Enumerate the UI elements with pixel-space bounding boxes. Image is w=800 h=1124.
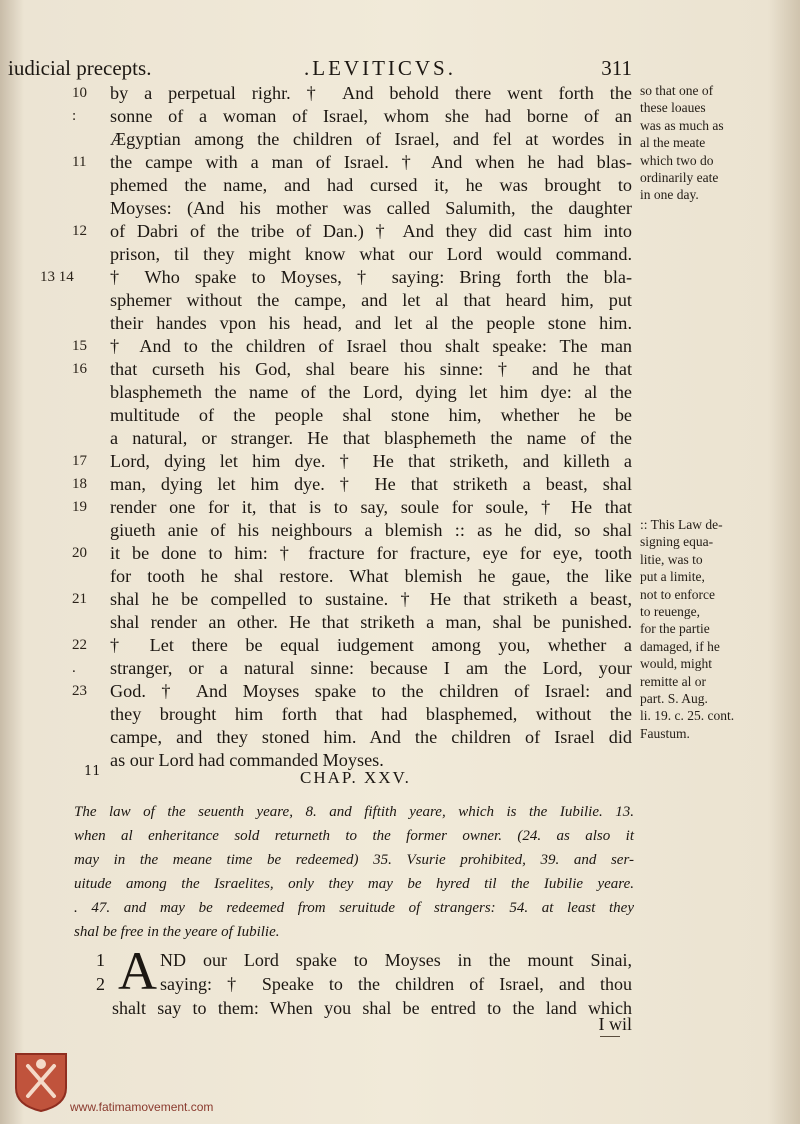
line-text: that curseth his God, shal beare his sinne: † and he that (110, 359, 632, 379)
note-line: in one day. (640, 187, 699, 203)
margin-note-loaues (640, 82, 790, 204)
line-text: shal render an other. He that striketh a man, shal be punished. (110, 612, 632, 632)
note-line: for the partie (640, 621, 710, 637)
verse-number: 23 (72, 683, 87, 699)
line-text: sonne of a woman of Israel, whom she had borne of an (110, 106, 632, 126)
page-number: 311 (601, 56, 632, 80)
verse-number: 16 (72, 361, 87, 377)
line-text: render one for it, that is to say, soule for soule, † He that (110, 497, 632, 517)
line-text: saying: † Speake to the children of Israel, and thou (160, 974, 632, 994)
verse-number: 1 (96, 950, 105, 970)
line-text: blasphemeth the name of the Lord, dying let him dye: al the (110, 382, 632, 402)
verse-number: 15 (72, 338, 87, 354)
line-text: † And to the children of Israel thou shalt speake: The man (110, 336, 632, 356)
drop-cap: A (118, 941, 157, 1001)
line-text: a natural, or stranger. He that blasphemeth the name of the (110, 428, 632, 448)
note-line: to reuenge, (640, 604, 700, 620)
verse-number: 18 (72, 476, 87, 492)
verse-number: 22 (72, 637, 87, 653)
note-line: not to enforce (640, 586, 715, 602)
line-text: man, dying let him dye. † He that striketh a beast, shal (110, 474, 632, 494)
note-line: li. 19. c. 25. cont. (640, 708, 735, 724)
line-text: as our Lord had commanded Moyses. (110, 750, 384, 770)
note-line: was as much as (640, 117, 724, 133)
verse-number: . (72, 660, 76, 676)
verse-number: 12 (72, 223, 87, 239)
note-line: :: This Law de- (640, 517, 723, 532)
note-line: which two do (640, 152, 714, 168)
page-header (8, 56, 632, 84)
divider (600, 1036, 620, 1037)
line-text: they brought him forth that had blasphemed, without the (110, 704, 632, 724)
line-text: † Who spake to Moyses, † saying: Bring forth the bla- (110, 267, 632, 287)
summary-line: uitude among the Israelites, only they may be hyred til the Iubilie yeare. (74, 876, 634, 892)
verse-number: 21 (72, 591, 87, 607)
summary-line: The law of the seuenth yeare, 8. and fiftith yeare, which is the Iubilie. 13. (74, 804, 634, 820)
margin-note-law-of-equality (640, 516, 790, 742)
line-text: multitude of the people shal stone him, whether he be (110, 405, 632, 425)
line-text: their handes vpon his head, and let al the people stone him. (110, 313, 632, 333)
summary-line: when al enheritance sold returneth to the former owner. (24. as also it (74, 828, 634, 844)
line-text: by a perpetual righr. † And behold there went forth the (110, 83, 632, 103)
line-text: stranger, or a natural sinne: because I am the Lord, your (110, 658, 632, 678)
line-text: prison, til they might know what our Lord would command. (110, 244, 632, 264)
note-line: so that one of (640, 83, 714, 98)
line-text: of Dabri of the tribe of Dan.) † And they did cast him into (110, 221, 632, 241)
line-text: campe, and they stoned him. And the children of Israel did (110, 727, 632, 747)
chapter-heading: CHAP. XXV. (300, 768, 411, 787)
line-text: † Let there be equal iudgement among you, whether a (110, 635, 632, 655)
note-line: ordinarily eate (640, 170, 719, 186)
note-line: litie, was to (640, 551, 703, 567)
line-text: shal he be compelled to sustaine. † He that striketh a beast, (110, 589, 632, 609)
book-title: .LEVITICVS. (304, 56, 456, 80)
note-line: signing equa- (640, 534, 714, 550)
line-text: ND our Lord spake to Moyses in the mount Sinai, (160, 950, 632, 970)
verse-number: : (72, 108, 77, 124)
website-link[interactable]: www.fatimamovement.com (70, 1100, 214, 1114)
line-text: God. † And Moyses spake to the children of Israel: and (110, 681, 632, 701)
line-text: the campe with a man of Israel. † And when he had blas- (110, 152, 632, 172)
line-text: Moyses: (And his mother was called Salumith, the daughter (110, 198, 632, 218)
papal-keys-crest-icon (14, 1052, 68, 1112)
catchword: I wil (598, 1014, 632, 1034)
line-text: Ægyptian among the children of Israel, and fel at wordes in (110, 129, 632, 149)
running-head-left: iudicial precepts. (8, 56, 152, 80)
chapter-marker: 11 (84, 764, 101, 779)
verse-number: 20 (72, 545, 87, 561)
line-text: Lord, dying let him dye. † He that striketh, and killeth a (110, 451, 632, 471)
note-line: part. S. Aug. (640, 691, 708, 707)
line-text: sphemer without the campe, and let al that heard him, put (110, 290, 632, 310)
note-line: these loaues (640, 100, 706, 116)
verse-number: 10 (72, 85, 87, 101)
line-text: phemed the name, and had cursed it, he was brought to (110, 175, 632, 195)
note-line: damaged, if he (640, 638, 720, 654)
note-line: al the meate (640, 135, 706, 151)
line-text: shalt say to them: When you shal be entred to the land which (112, 998, 632, 1018)
verse-number: 19 (72, 499, 87, 515)
line-text: giueth anie of his neighbours a blemish :: as he did, so shal (110, 520, 632, 540)
note-line: put a limite, (640, 569, 705, 585)
verse-number: 2 (96, 974, 105, 994)
verse-number: 11 (72, 154, 87, 170)
line-text: it be done to him: † fracture for fracture, eye for eye, tooth (110, 543, 632, 563)
note-line: would, might (640, 656, 713, 672)
line-text: for tooth he shal restore. What blemish he gaue, the like (110, 566, 632, 586)
note-line: remitte al or (640, 673, 706, 689)
summary-line: may in the meane time be redeemed) 35. Vsurie prohibited, 39. and ser- (74, 852, 634, 868)
note-line: Faustum. (640, 725, 690, 741)
verse-number: 13 14 (40, 269, 74, 285)
verse-number: 17 (72, 453, 87, 469)
summary-line: shal be free in the yeare of Iubilie. (74, 924, 280, 940)
summary-line: . 47. and may be redeemed from seruitude of strangers: 54. at least they (74, 900, 634, 916)
